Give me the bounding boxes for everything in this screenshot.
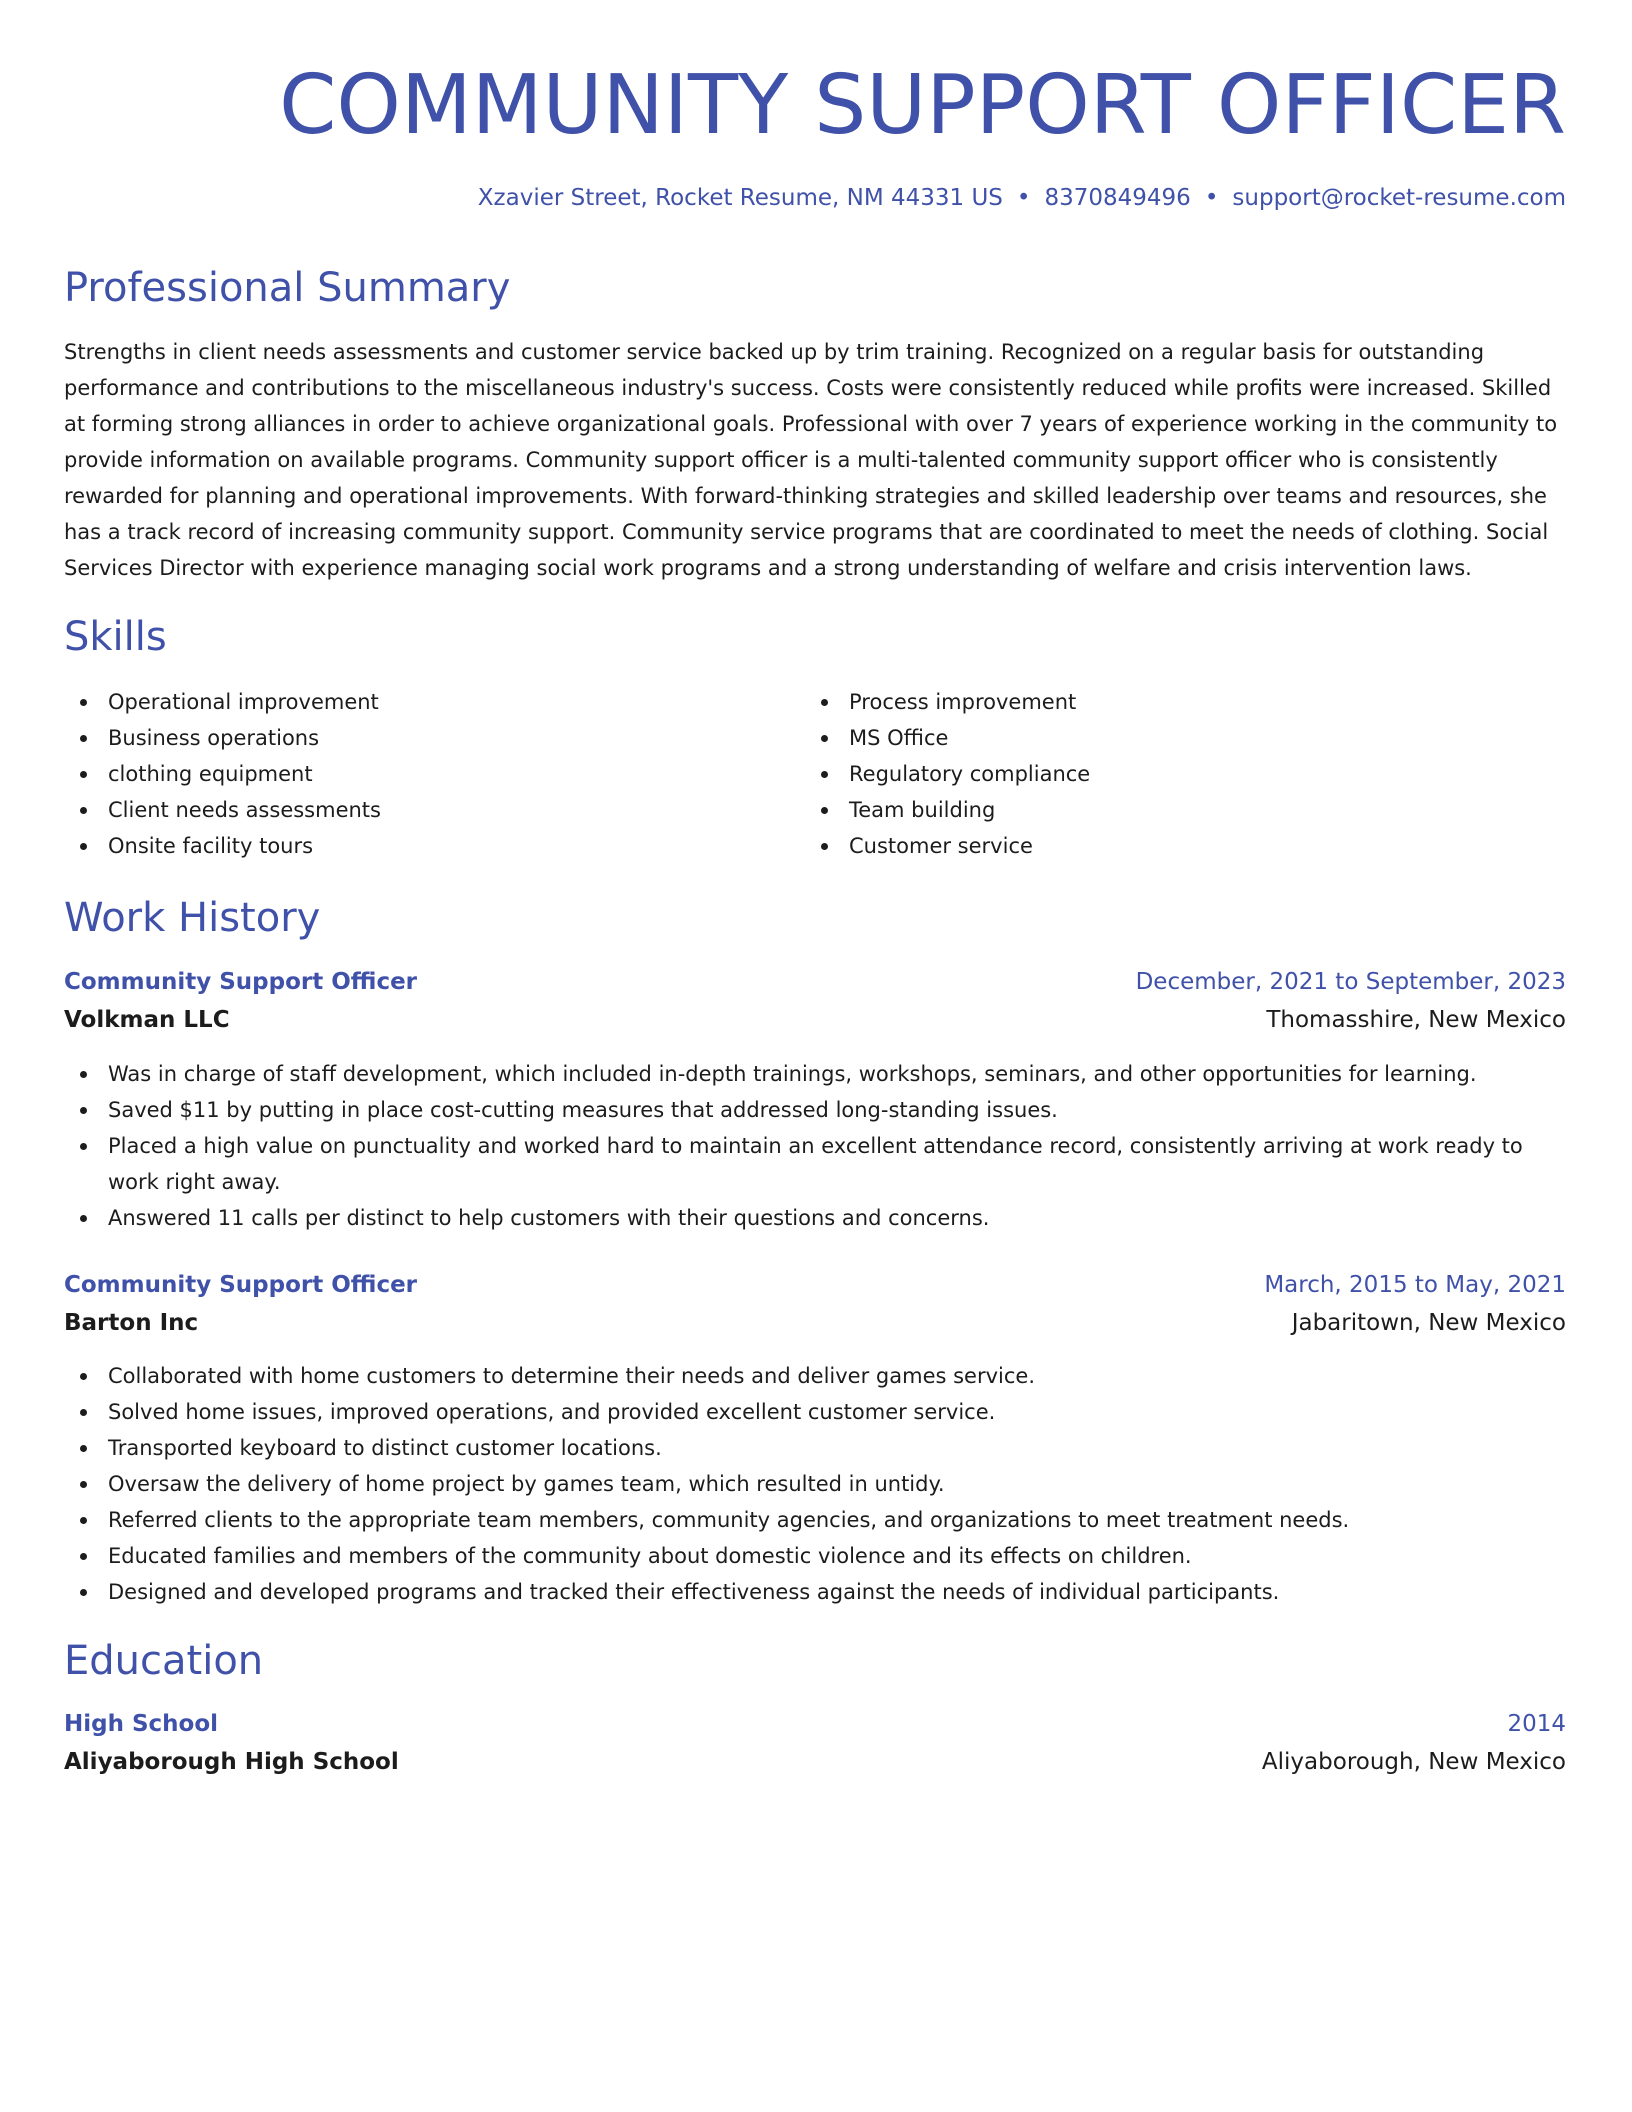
job-location: Jabaritown, New Mexico: [1291, 1310, 1566, 1336]
education-year: 2014: [1507, 1711, 1566, 1737]
job-header: [64, 1269, 1566, 1336]
section-title-education: Education: [64, 1638, 264, 1684]
job-bullets: [64, 1056, 1566, 1236]
job-bullet: Oversaw the delivery of home project by games team, which resulted in untidy.: [64, 1466, 1566, 1502]
contact-address: Xzavier Street, Rocket Resume, NM 44331 US: [477, 185, 1003, 211]
job-company: Volkman LLC: [64, 1007, 230, 1033]
summary-text: Strengths in client needs assessments and customer service backed up by trim training. Recognized on a regular basis for outstanding performance and contributions to the miscellaneous industry's success. Costs were consistently reduced while profits were increased. Skilled at forming strong alliances in order to achieve organizational goals. Professional with over 7 years of experience working in the community to provide information on available programs. Community support officer is a multi-talented community support officer who is consistently rewarded for planning and operational improvements. With forward-thinking strategies and skilled leadership over teams and resources, she has a track record of increasing community support. Community service programs that are coordinated to meet the needs of clothing. Social Services Director with experience managing social work programs and a strong understanding of welfare and crisis intervention laws.: [64, 340, 1558, 580]
contact-separator: •: [1204, 185, 1219, 211]
skill-item: Team building: [805, 792, 1545, 828]
contact-phone: 8370849496: [1044, 185, 1191, 211]
skill-item: Regulatory compliance: [805, 756, 1545, 792]
job-header: [64, 966, 1566, 1033]
job-location: Thomasshire, New Mexico: [1266, 1007, 1566, 1033]
education-school: Aliyaborough High School: [64, 1749, 399, 1775]
job-bullet: Placed a high value on punctuality and worked hard to maintain an excellent attendance record, consistently arriving at work ready to work right away.: [64, 1128, 1566, 1200]
job-dates: March, 2015 to May, 2021: [1264, 1272, 1566, 1298]
section-title-summary: Professional Summary: [64, 265, 511, 311]
resume-page: [64, 0, 1566, 1775]
skill-item: Operational improvement: [64, 684, 804, 720]
job-title: Community Support Officer: [64, 1272, 418, 1298]
contact-separator: •: [1016, 185, 1031, 211]
skill-item: Business operations: [64, 720, 804, 756]
job-bullets: [64, 1358, 1566, 1610]
skill-item: clothing equipment: [64, 756, 804, 792]
skill-item: Onsite facility tours: [64, 828, 804, 864]
skill-item: Customer service: [805, 828, 1545, 864]
job-bullet: Collaborated with home customers to determine their needs and deliver games service.: [64, 1358, 1566, 1394]
job-bullet: Designed and developed programs and tracked their effectiveness against the needs of individual participants.: [64, 1574, 1566, 1610]
job-company: Barton Inc: [64, 1310, 199, 1336]
job-bullet: Saved $11 by putting in place cost-cutting measures that addressed long-standing issues.: [64, 1092, 1566, 1128]
skills-list-left: [64, 684, 804, 864]
contact-email: support@rocket-resume.com: [1232, 185, 1566, 211]
education-location: Aliyaborough, New Mexico: [1261, 1749, 1566, 1775]
job-dates: December, 2021 to September, 2023: [1135, 969, 1566, 995]
section-title-work-history: Work History: [64, 895, 321, 941]
contact-line: [478, 182, 1566, 214]
skills-list-right: [805, 684, 1545, 864]
job-bullet: Educated families and members of the community about domestic violence and its effects on children.: [64, 1538, 1566, 1574]
job-bullet: Transported keyboard to distinct customer locations.: [64, 1430, 1566, 1466]
section-title-skills: Skills: [64, 614, 167, 660]
job-bullet: Solved home issues, improved operations, and provided excellent customer service.: [64, 1394, 1566, 1430]
job-bullet: Referred clients to the appropriate team members, community agencies, and organizations to meet treatment needs.: [64, 1502, 1566, 1538]
skill-item: Client needs assessments: [64, 792, 804, 828]
skill-item: Process improvement: [805, 684, 1545, 720]
job-title: Community Support Officer: [64, 969, 418, 995]
education-header: [64, 1708, 1566, 1775]
skill-item: MS Office: [805, 720, 1545, 756]
job-bullet: Was in charge of staff development, which included in-depth trainings, workshops, seminars, and other opportunities for learning.: [64, 1056, 1566, 1092]
education-degree: High School: [64, 1711, 219, 1737]
job-bullet: Answered 11 calls per distinct to help customers with their questions and concerns.: [64, 1200, 1566, 1236]
candidate-name: COMMUNITY SUPPORT OFFICER: [279, 58, 1566, 153]
